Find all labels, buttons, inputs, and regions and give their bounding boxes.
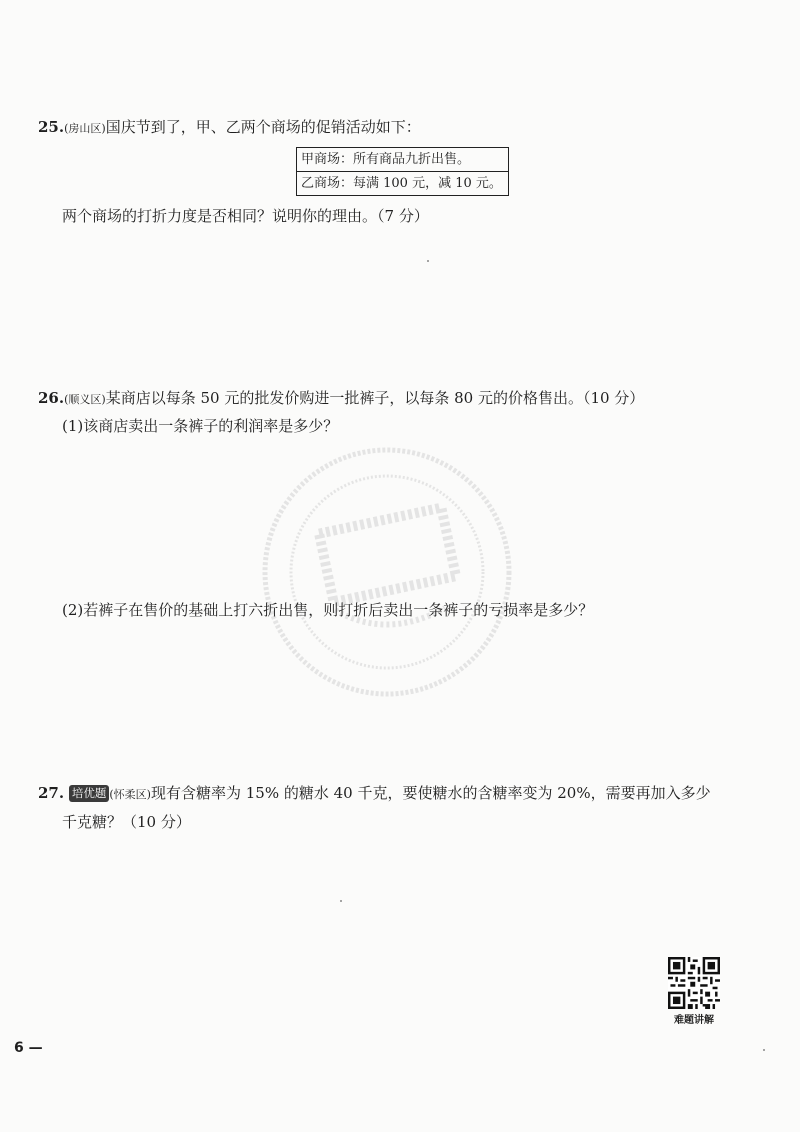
promo-b: 乙商场：每满 100 元，减 10 元。 (297, 171, 508, 195)
q27-line2: 千克糖？（10 分） (62, 813, 191, 831)
scan-speck (427, 260, 429, 262)
q26-number: 26. (38, 389, 65, 407)
promo-box (296, 147, 509, 196)
qr-code-icon[interactable] (668, 957, 720, 1009)
scan-speck (763, 1049, 765, 1051)
q27-line1 (38, 783, 711, 805)
q25-stem-line (38, 117, 421, 139)
q25-question: 两个商场的打折力度是否相同？说明你的理由。（7 分） (62, 207, 429, 225)
watermark-stamp (255, 440, 520, 705)
q25-stem: 国庆节到了，甲、乙两个商场的促销活动如下： (105, 118, 421, 136)
q26-stem: 某商店以每条 50 元的批发价购进一批裤子，以每条 80 元的价格售出。（10 分） (105, 389, 645, 407)
q25-number: 25. (38, 118, 65, 136)
q26-part1: (1)该商店卖出一条裤子的利润率是多少？ (62, 417, 339, 435)
q25-district: (房山区) (64, 122, 106, 135)
q27-number: 27. (38, 784, 65, 802)
q26-stem-line (38, 388, 644, 410)
q27-tag-badge: 培优题 (69, 785, 110, 802)
page-number: 6 — (14, 1040, 43, 1056)
promo-a: 甲商场：所有商品九折出售。 (301, 152, 471, 167)
q27-text-line1: 现有含糖率为 15% 的糖水 40 千克，要使糖水的含糖率变为 20%，需要再加入多少 (150, 784, 711, 802)
q26-part2: (2)若裤子在售价的基础上打六折出售，则打折后卖出一条裤子的亏损率是多少？ (62, 601, 594, 619)
q27-district: (怀柔区) (109, 788, 151, 801)
q26-district: (顺义区) (64, 393, 106, 406)
qr-label: 难题讲解 (674, 1015, 714, 1026)
scan-speck (340, 900, 342, 902)
